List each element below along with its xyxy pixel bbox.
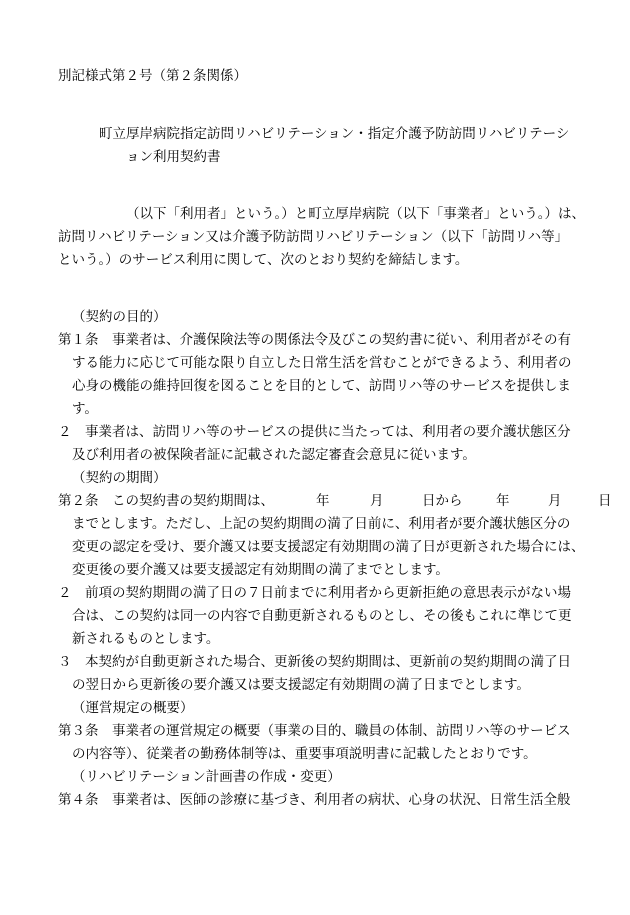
title-line: ョン利用契約書: [126, 149, 221, 165]
article-line: 及び利用者の被保険者証に記載された認定審査会意見に従います。: [72, 447, 476, 463]
article-line: 変更の認定を受け、要介護又は要支援認定有効期間の満了日が更新された場合には、: [72, 539, 585, 555]
article-heading: （運営規定の概要）: [72, 700, 194, 716]
article-line: の翌日から更新後の要介護又は要支援認定有効期間の満了日までとします。: [72, 677, 530, 693]
title-line: 町立厚岸病院指定訪問リハビリテーション・指定介護予防訪問リハビリテーシ: [99, 126, 570, 142]
article-line: 心身の機能の維持回復を図ることを目的として、訪問リハ等のサービスを提供しま: [72, 378, 571, 394]
article-line: ２ 事業者は、訪問リハ等のサービスの提供に当たっては、利用者の要介護状態区分: [58, 424, 571, 440]
article-line: す。: [72, 401, 98, 417]
article-heading: （契約の期間）: [72, 470, 167, 486]
period-end-day-label: 日: [598, 493, 612, 509]
article-line: の内容等）、従業者の勤務体制等は、重要事項説明書に記載したとおりです。: [72, 746, 537, 762]
period-start-year-label: 年: [316, 493, 330, 509]
period-end-year-label: 年: [496, 493, 510, 509]
article-line: ３ 本契約が自動更新された場合、更新後の契約期間は、更新前の契約期間の満了日: [58, 654, 571, 670]
preamble-line: という。）のサービス利用に関して、次のとおり契約を締結します。: [58, 252, 469, 268]
preamble-line: （以下「利用者」という。）と町立厚岸病院（以下「事業者」という。）は、: [126, 206, 585, 222]
period-end-month-label: 月: [548, 493, 562, 509]
article-line: 第１条 事業者は、介護保険法等の関係法令及びこの契約書に従い、利用者がその有: [58, 332, 571, 348]
article-line: する能力に応じて可能な限り自立した日常生活を営むことができるよう、利用者の: [72, 355, 572, 371]
period-start-month-label: 月: [370, 493, 384, 509]
period-start-day-label: 日から: [422, 493, 463, 509]
article-line: 変更後の要介護又は要支援認定有効期間の満了までとします。: [72, 562, 449, 578]
article-line: 第４条 事業者は、医師の診療に基づき、利用者の病状、心身の状況、日常生活全般: [58, 792, 571, 808]
article-heading: （リハビリテーション計画書の作成・変更）: [72, 769, 341, 785]
article-line: 第２条 この契約書の契約期間は、: [58, 493, 274, 509]
preamble-line: 訪問リハビリテーション又は介護予防訪問リハビリテーション（以下「訪問リハ等」: [58, 229, 569, 245]
article-heading: （契約の目的）: [72, 309, 167, 325]
article-line: 合は、この契約は同一の内容で自動更新されるものとし、その後もこれに準じて更: [72, 608, 572, 624]
form-label: 別記様式第２号（第２条関係）: [58, 68, 247, 84]
article-line: 新されるものとします。: [72, 631, 220, 647]
article-line: ２ 前項の契約期間の満了日の７日前までに利用者から更新拒絶の意思表示がない場: [58, 585, 571, 601]
article-line: 第３条 事業者の運営規定の概要（事業の目的、職員の体制、訪問リハ等のサービス: [58, 723, 571, 739]
article-line: までとします。ただし、上記の契約期間の満了日前に、利用者が要介護状態区分の: [72, 516, 571, 532]
